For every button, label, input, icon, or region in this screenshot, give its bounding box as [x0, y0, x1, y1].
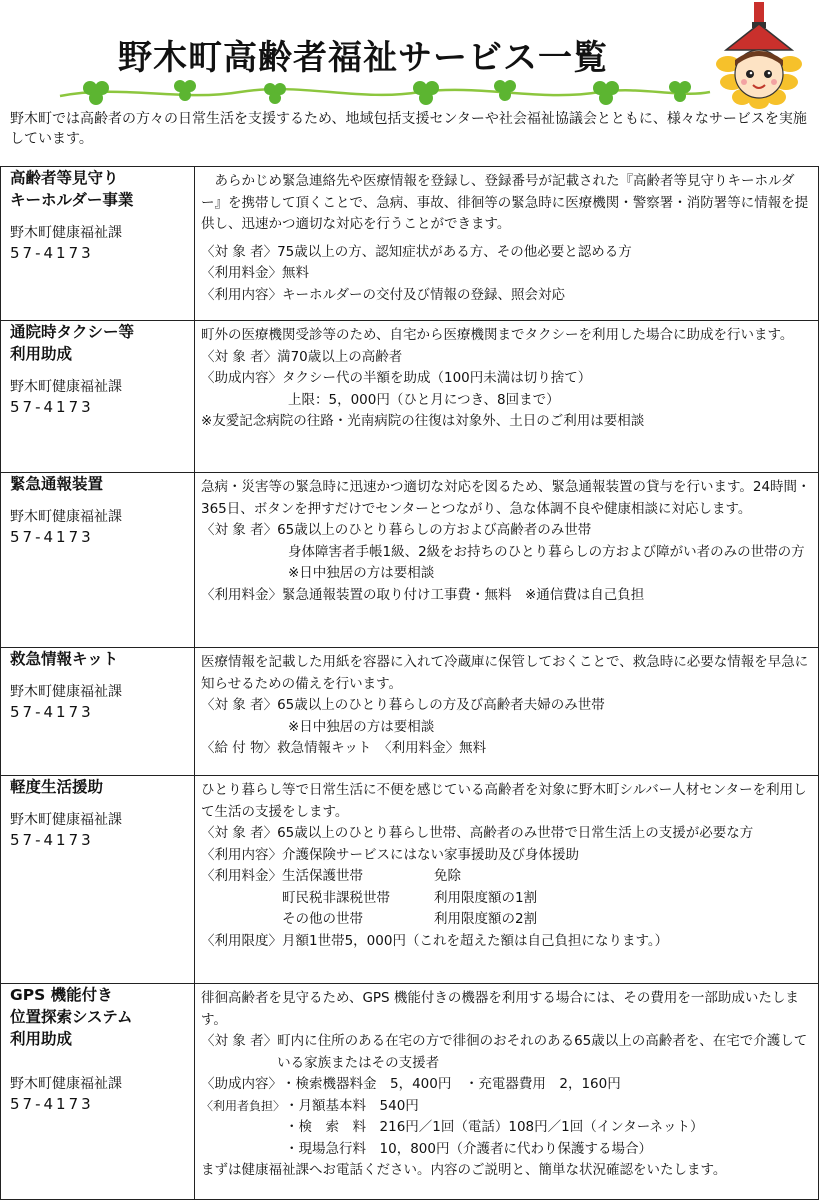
target-extra: 身体障害者手帳1級、2級をお持ちのひとり暮らしの方および障がい者のみの世帯の方 ※日中独居の方は要相談 [288, 543, 819, 581]
content-value: 介護保険サービスにはない家事援助及び身体援助 [282, 846, 579, 863]
service-title-cell [1, 776, 195, 984]
target-label: 〈対 象 者〉 [201, 243, 278, 260]
services-table [0, 166, 819, 1200]
department: 野木町健康福祉課 [10, 812, 122, 828]
burden-item: ・検 索 料 216円／1回（電話）108円／1回（インターネット） [285, 1119, 704, 1135]
service-title-cell [1, 321, 195, 473]
aid-label: 〈助成内容〉 [201, 1076, 282, 1092]
target-value: 75歳以上の方、認知症状がある方、その他必要と認める方 [277, 243, 632, 260]
fee-label: 〈利用料金〉 [201, 586, 282, 603]
phone-number: 57-4173 [10, 244, 94, 262]
phone-number: 57-4173 [10, 398, 94, 416]
service-description: 徘徊高齢者を見守るため、GPS 機能付きの機器を利用する場合には、その費用を一部助成いたします。 [201, 990, 799, 1028]
supply-value: 救急情報キット 〈利用料金〉無料 [277, 740, 487, 756]
department: 野木町健康福祉課 [10, 684, 122, 700]
burden-list [285, 1096, 812, 1161]
service-detail-cell [195, 776, 819, 984]
fee-amount: 利用限度額の1割 [434, 889, 538, 906]
service-description: 医療情報を記載した用紙を容器に入れて冷蔵庫に保管しておくことで、救急時に必要な情報を早急に知らせるための備えを行います。 [201, 654, 809, 692]
limit-value: 月額1世帯5，000円（これを超えた額は自己負担になります。） [282, 932, 669, 949]
phone-number: 57-4173 [10, 1095, 94, 1113]
service-detail-cell [195, 167, 819, 321]
service-title-cell [1, 984, 195, 1200]
aid-value: ・検索機器料金 5，400円 ・充電器費用 2，160円 [282, 1076, 621, 1092]
department: 野木町健康福祉課 [10, 1076, 122, 1092]
page-header [0, 0, 816, 105]
service-detail-cell [195, 984, 819, 1200]
service-detail-cell [195, 473, 819, 648]
service-row [1, 648, 819, 776]
page-title: 野木町高齢者福祉サービス一覧 [118, 38, 608, 78]
department: 野木町健康福祉課 [10, 379, 122, 395]
phone-number: 57-4173 [10, 831, 94, 849]
limit-label: 〈利用限度〉 [201, 932, 282, 949]
clover-vine-decoration [60, 76, 710, 106]
department: 野木町健康福祉課 [10, 225, 122, 241]
service-row [1, 776, 819, 984]
fee-value: 無料 [282, 265, 309, 281]
department: 野木町健康福祉課 [10, 509, 122, 525]
fee-category: その他の世帯 [282, 911, 363, 927]
content-label: 〈利用内容〉 [201, 286, 282, 303]
service-row [1, 984, 819, 1200]
phone-number: 57-4173 [10, 528, 94, 546]
service-title-cell [1, 167, 195, 321]
service-name: 救急情報キット [10, 650, 119, 668]
target-label: 〈対 象 者〉 [201, 522, 278, 538]
fee-value: 緊急通報装置の取り付け工事費・無料 ※通信費は自己負担 [282, 586, 645, 603]
fee-category: 生活保護世帯 [282, 868, 363, 884]
phone-number: 57-4173 [10, 703, 94, 721]
service-title-cell [1, 473, 195, 648]
service-description: あらかじめ緊急連絡先や医療情報を登録し、登録番号が記載された『高齢者等見守りキーホルダー』を携帯して頂くことで、急病、事故、徘徊等の緊急時に医療機関・警察署・消防署等に情報を提供し、迅速かつ適切な対応を行うことができます。 [201, 173, 809, 232]
burden-item: ・現場急行料 10，800円（介護者に代わり保護する場合） [285, 1140, 652, 1157]
target-value: 65歳以上のひとり暮らし世帯、高齢者のみ世帯で日常生活上の支援が必要な方 [277, 825, 754, 841]
service-name: 軽度生活援助 [10, 778, 104, 796]
burden-item: ・月額基本料 540円 [285, 1097, 419, 1114]
service-row [1, 321, 819, 473]
intro-text: 野木町では高齢者の方々の日常生活を支援するため、地域包括支援センターや社会福祉協議会とともに、様々なサービスを実施しています。 [10, 111, 807, 147]
target-label: 〈対 象 者〉 [201, 697, 278, 713]
service-description: 町外の医療機関受診等のため、自宅から医療機関までタクシーを利用した場合に助成を行います。 [201, 327, 794, 343]
target-label: 〈対 象 者〉 [201, 825, 278, 841]
service-description: 急病・災害等の緊急時に迅速かつ適切な対応を図るため、緊急通報装置の貸与を行います。24時間・365日、ボタンを押すだけでセンターとつながり、急な体調不良や健康相談に対応します。 [201, 479, 811, 517]
service-row [1, 167, 819, 321]
service-name: 緊急通報装置 [10, 475, 104, 493]
content-value: キーホルダーの交付及び情報の登録、照会対応 [282, 286, 565, 303]
target-note: ※日中独居の方は要相談 [288, 718, 435, 735]
target-label: 〈対 象 者〉 [201, 348, 278, 365]
service-name: 通院時タクシー等 利用助成 [10, 323, 135, 363]
service-note: ※友愛記念病院の往路・光南病院の往復は対象外、土日のご利用は要相談 [201, 413, 645, 429]
target-value: 65歳以上のひとり暮らしの方及び高齢者夫婦のみ世帯 [277, 697, 605, 713]
target-label: 〈対 象 者〉 [201, 1033, 278, 1049]
mascot-icon [706, 2, 812, 110]
target-value: 満70歳以上の高齢者 [277, 348, 403, 365]
fee-label: 〈利用料金〉 [201, 868, 282, 884]
fee-table [282, 866, 812, 931]
target-value: 町内に住所のある在宅の方で徘徊のおそれのある65歳以上の高齢者を、在宅で介護している家族またはその支援者 [277, 1033, 808, 1071]
fee-amount: 利用限度額の2割 [434, 911, 538, 927]
service-row [1, 473, 819, 648]
burden-label: 〈利用者負担〉 [201, 1098, 286, 1113]
fee-category: 町民税非課税世帯 [282, 889, 390, 906]
service-note: まずは健康福祉課へお電話ください。内容のご説明と、簡単な状況確認をいたします。 [201, 1162, 727, 1178]
supply-label: 〈給 付 物〉 [201, 740, 278, 756]
aid-value: タクシー代の半額を助成（100円未満は切り捨て） [282, 370, 592, 386]
service-name: 高齢者等見守り キーホルダー事業 [10, 169, 134, 209]
fee-amount: 免除 [434, 868, 461, 884]
target-value: 65歳以上のひとり暮らしの方および高齢者のみ世帯 [277, 522, 592, 538]
aid-label: 〈助成内容〉 [201, 370, 282, 386]
service-name: GPS 機能付き 位置探索システム 利用助成 [10, 986, 133, 1048]
service-title-cell [1, 648, 195, 776]
service-detail-cell [195, 648, 819, 776]
fee-label: 〈利用料金〉 [201, 265, 282, 281]
service-description: ひとり暮らし等で日常生活に不便を感じている高齢者を対象に野木町シルバー人材センターを利用して生活の支援をします。 [201, 782, 807, 820]
service-detail-cell [195, 321, 819, 473]
content-label: 〈利用内容〉 [201, 846, 282, 863]
aid-limit: 上限：5，000円（ひと月につき、8回まで） [288, 391, 560, 408]
